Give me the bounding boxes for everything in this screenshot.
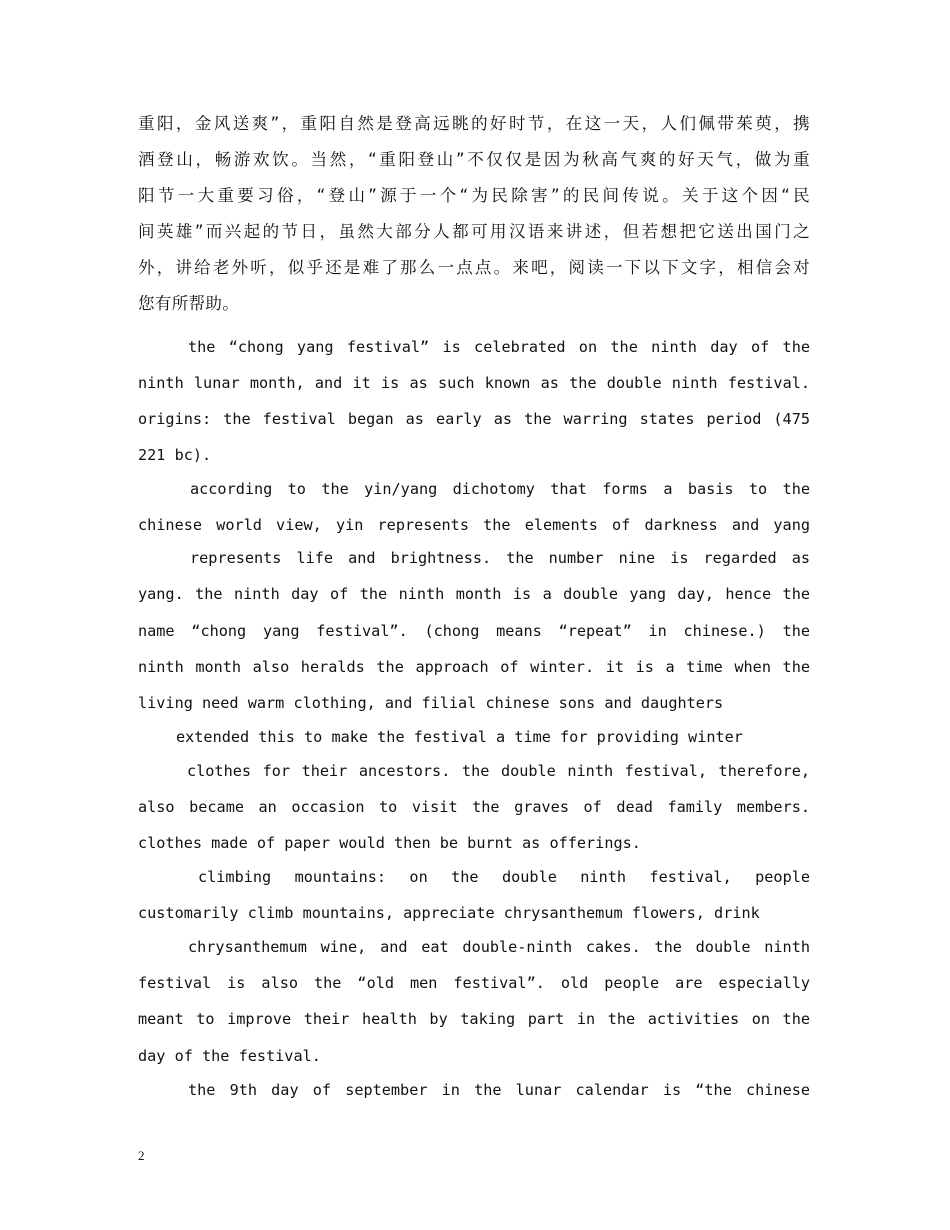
text-line: chrysanthemum wine, and eat double-ninth cakes. the double ninth	[188, 938, 810, 956]
page-number: 2	[138, 1148, 145, 1163]
text-line: 您有所帮助。	[138, 294, 240, 313]
text-line: extended this to make the festival a time for providing winter	[176, 728, 743, 746]
text-line: 阳节一大重要习俗，“登山”源于一个“为民除害”的民间传说。关于这个因“民	[138, 186, 810, 205]
text-line: ninth lunar month, and it is as such known as the double ninth festival.	[138, 374, 810, 392]
text-line: according to the yin/yang dichotomy that forms a basis to the	[190, 480, 810, 498]
text-line: the “chong yang festival” is celebrated on the ninth day of the	[188, 338, 810, 356]
text-line: chinese world view, yin represents the elements of darkness and yang	[138, 516, 810, 534]
text-line: 外，讲给老外听，似乎还是难了那么一点点。来吧，阅读一下以下文字，相信会对	[138, 258, 810, 277]
text-line: name “chong yang festival”. (chong means “repeat” in chinese.) the	[138, 622, 810, 640]
text-line: day of the festival.	[138, 1047, 321, 1065]
text-line: customarily climb mountains, appreciate chrysanthemum flowers, drink	[138, 904, 760, 922]
text-line: climbing mountains: on the double ninth festival, people	[198, 868, 810, 886]
text-line: ninth month also heralds the approach of winter. it is a time when the	[138, 658, 810, 676]
text-line: the 9th day of september in the lunar calendar is “the chinese	[188, 1081, 810, 1099]
text-line: also became an occasion to visit the graves of dead family members.	[138, 798, 810, 816]
text-line: yang. the ninth day of the ninth month is a double yang day, hence the	[138, 585, 810, 603]
text-line: clothes made of paper would then be burnt as offerings.	[138, 834, 641, 852]
text-line: origins: the festival began as early as the warring states period (475	[138, 410, 810, 428]
text-line: 221 bc).	[138, 446, 212, 464]
text-line: 酒登山，畅游欢饮。当然，“重阳登山”不仅仅是因为秋高气爽的好天气，做为重	[138, 150, 810, 169]
text-line: 重阳，金风送爽”，重阳自然是登高远眺的好时节，在这一天，人们佩带茱萸，携	[138, 114, 810, 133]
text-line: 间英雄”而兴起的节日，虽然大部分人都可用汉语来讲述，但若想把它送出国门之	[138, 222, 810, 241]
text-line: meant to improve their health by taking part in the activities on the	[138, 1010, 810, 1028]
text-line: living need warm clothing, and filial chinese sons and daughters	[138, 694, 724, 712]
text-line: clothes for their ancestors. the double ninth festival, therefore,	[187, 762, 810, 780]
text-line: represents life and brightness. the number nine is regarded as	[190, 549, 810, 567]
text-line: festival is also the “old men festival”. old people are especially	[138, 974, 810, 992]
